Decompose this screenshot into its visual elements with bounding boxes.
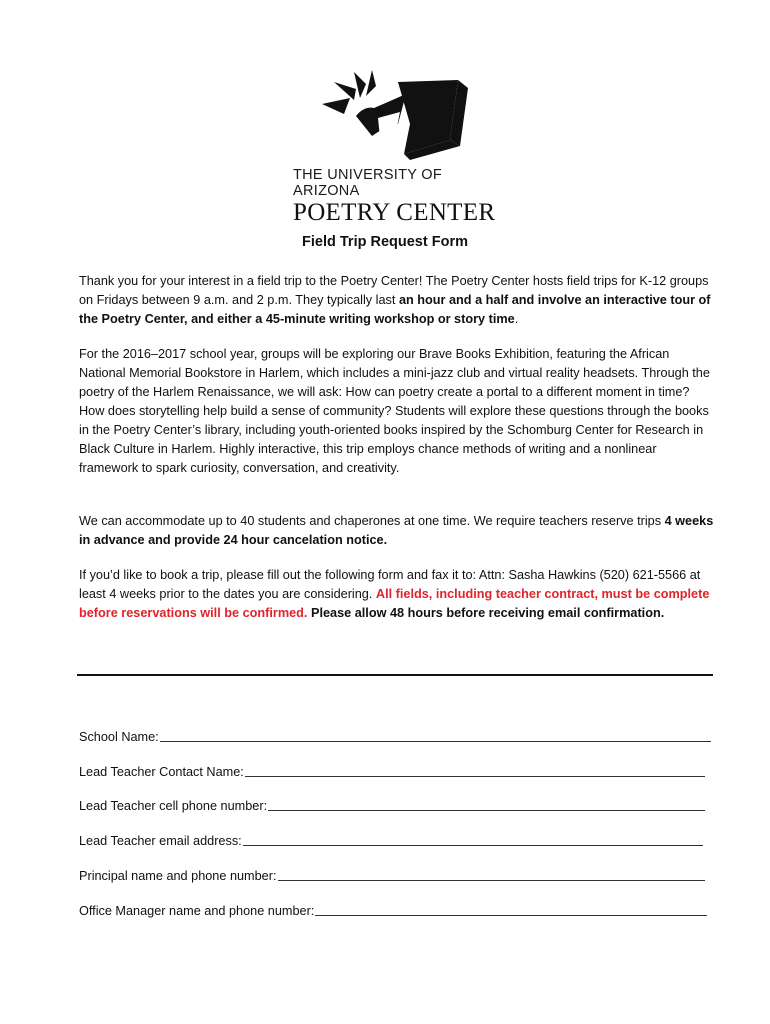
principal-blank[interactable] bbox=[278, 870, 706, 881]
organization-wordmark bbox=[293, 167, 503, 226]
lead-teacher-cell-field[interactable] bbox=[79, 797, 705, 813]
lead-teacher-email-label: Lead Teacher email address: bbox=[79, 834, 242, 848]
principal-field[interactable] bbox=[79, 867, 705, 883]
exhibition-paragraph bbox=[79, 345, 714, 478]
org-line-poetry-center: POETRY CENTER bbox=[293, 199, 496, 226]
intro-text: Thank you for your interest in a field trip to the Poetry Center! The Poetry Center hosts field trips for K-12 groups on Fridays between 9 a.m. and 2 p.m. They typically last bbox=[79, 274, 709, 307]
required-fields-warning: All fields, including teacher contract, must be complete before reservations will be confirmed. bbox=[79, 587, 710, 620]
capacity-bold-text: 4 weeks in advance and provide 24 hour cancelation notice. bbox=[79, 514, 714, 547]
lead-teacher-email-blank[interactable] bbox=[243, 835, 703, 846]
capacity-paragraph bbox=[79, 512, 714, 550]
lead-teacher-contact-label: Lead Teacher Contact Name: bbox=[79, 765, 244, 779]
principal-label: Principal name and phone number: bbox=[79, 869, 277, 883]
capacity-text: We can accommodate up to 40 students and chaperones at one time. We require teachers reserve trips bbox=[79, 514, 665, 528]
lead-teacher-contact-field[interactable] bbox=[79, 763, 705, 779]
org-line-university: THE UNIVERSITY OF ARIZONA bbox=[293, 167, 443, 199]
booking-text: If you’d like to book a trip, please fill out the following form and fax it to: Attn: Sasha Hawkins (520) 621-5566 at least 4 weeks prior to the dates you are considering. bbox=[79, 568, 701, 601]
section-divider bbox=[77, 674, 713, 676]
office-manager-blank[interactable] bbox=[315, 905, 707, 916]
lead-teacher-email-field[interactable] bbox=[79, 832, 703, 848]
booking-paragraph bbox=[79, 566, 714, 623]
school-name-blank[interactable] bbox=[160, 731, 711, 742]
lead-teacher-contact-blank[interactable] bbox=[245, 766, 705, 777]
confirmation-note: Please allow 48 hours before receiving email confirmation. bbox=[307, 606, 665, 620]
office-manager-field[interactable] bbox=[79, 902, 707, 918]
lead-teacher-cell-label: Lead Teacher cell phone number: bbox=[79, 799, 268, 813]
exhibition-text: For the 2016–2017 school year, groups will be exploring our Brave Books Exhibition, featuring the African National Memorial Bookstore in Harlem, which includes a mini-jazz club and virtual reality headsets. Through the poetry of the Harlem Renaissance, we will ask: How can poetry create a portal to a different moment in time? How does storytelling help build a sense of community? Students will explore these questions through the books in the Poetry Center’s library, including youth-oriented books inspired by the Schomburg Center for Research in Black Culture in Harlem. Highly interactive, this trip employs chance methods of writing and a nonlinear framework to spark curiosity, conversation, and creativity. bbox=[79, 347, 710, 475]
intro-paragraph bbox=[79, 272, 714, 329]
intro-bold-text: an hour and a half and involve an interactive tour of the Poetry Center, and either a 45-minute writing workshop or story time bbox=[79, 293, 711, 326]
lead-teacher-cell-blank[interactable] bbox=[268, 800, 705, 811]
school-name-field[interactable] bbox=[79, 728, 711, 744]
form-title: Field Trip Request Form bbox=[302, 234, 468, 250]
office-manager-label: Office Manager name and phone number: bbox=[79, 904, 315, 918]
intro-period: . bbox=[514, 312, 519, 326]
open-book-pages-icon bbox=[300, 62, 500, 162]
school-name-label: School Name: bbox=[79, 730, 159, 744]
